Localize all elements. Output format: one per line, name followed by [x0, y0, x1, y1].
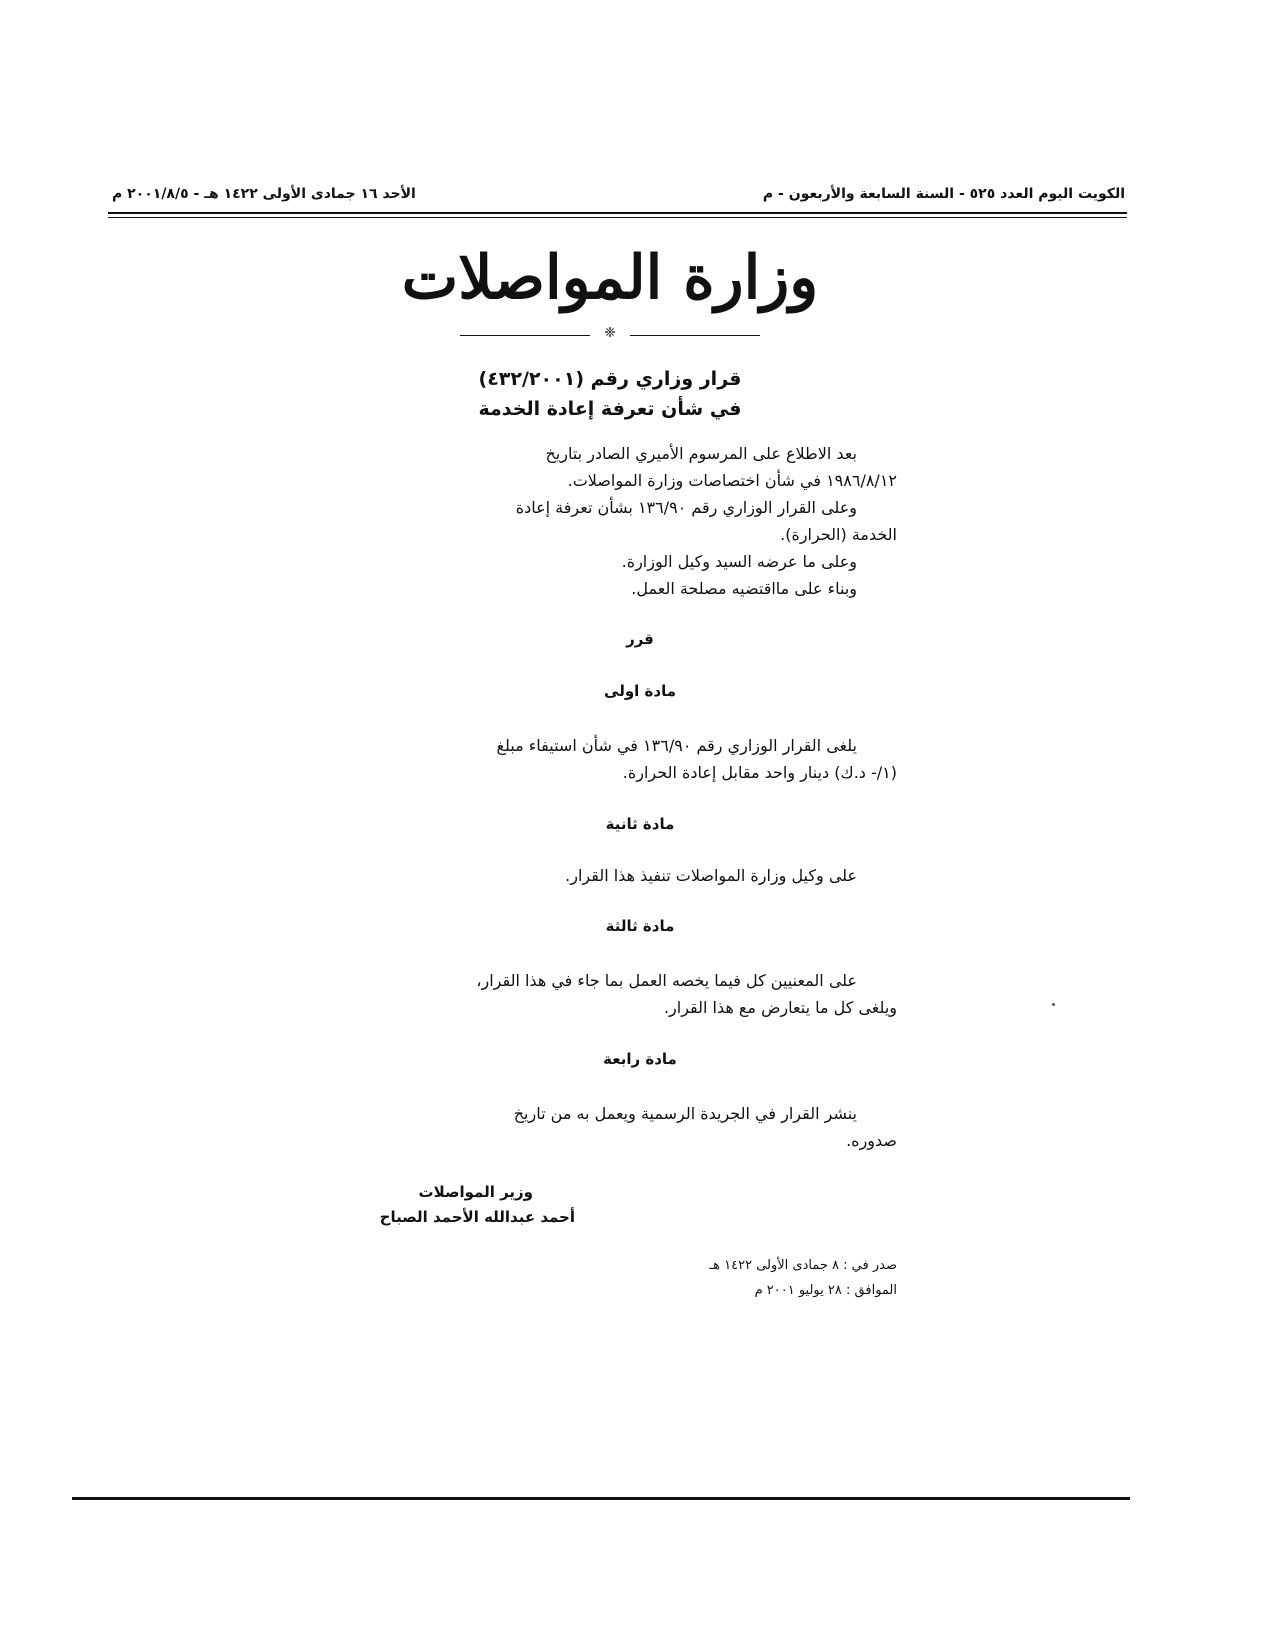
article-line: على المعنيين كل فيما يخصه العمل بما جاء في هذا القرار، [476, 971, 857, 990]
preamble-line: بعد الاطلاع على المرسوم الأميري الصادر بتاريخ [545, 444, 857, 463]
decree-number: قرار وزاري رقم (٤٣٢/٢٠٠١) [478, 368, 742, 390]
article-3-heading: مادة ثالثة [605, 917, 675, 935]
signatory-title: وزير المواصلات [418, 1183, 533, 1201]
article-2-text [407, 862, 897, 889]
ornament-divider [460, 325, 760, 342]
header-rule-top [108, 212, 1127, 214]
footer-rule [72, 1497, 1130, 1500]
article-line: (١/- د.ك) دينار واحد مقابل إعادة الحرارة. [622, 763, 897, 782]
issued-date-gregorian: الموافق : ٢٨ يوليو ٢٠٠١ م [754, 1283, 897, 1298]
gazette-date: الأحد ١٦ جمادى الأولى ١٤٢٢ هـ - ٢٠٠١/٨/٥ م [112, 186, 416, 202]
article-2-heading: مادة ثانية [605, 815, 675, 833]
article-line: ينشر القرار في الجريدة الرسمية ويعمل به من تاريخ [513, 1104, 857, 1123]
header-rule-bottom [108, 217, 1127, 218]
scan-speck [1052, 1003, 1055, 1006]
article-1-text [407, 732, 897, 786]
article-line: صدوره. [846, 1131, 897, 1150]
article-line: ويلغى كل ما يتعارض مع هذا القرار. [663, 998, 897, 1017]
decided-heading: قرر [626, 630, 654, 648]
gazette-issue-info: الكويت اليوم العدد ٥٢٥ - السنة السابعة والأربعون - م [762, 186, 1125, 202]
preamble-line: وبناء على مااقتضيه مصلحة العمل. [631, 579, 857, 598]
ornament-line-right [630, 335, 760, 336]
preamble-line: وعلى القرار الوزاري رقم ١٣٦/٩٠ بشأن تعرفة إعادة [515, 498, 857, 517]
preamble-line: ١٩٨٦/٨/١٢ في شأن اختصاصات وزارة المواصلات. [567, 471, 897, 490]
preamble-line: وعلى ما عرضه السيد وكيل الوزارة. [621, 552, 857, 571]
preamble [407, 440, 897, 602]
article-1-heading: مادة اولى [604, 682, 676, 700]
ministry-banner: وزارة المواصلات [401, 243, 819, 313]
article-3-text [407, 967, 897, 1021]
article-4-heading: مادة رابعة [603, 1050, 677, 1068]
signatory-name: أحمد عبدالله الأحمد الصباح [379, 1208, 575, 1226]
article-line: يلغى القرار الوزاري رقم ١٣٦/٩٠ في شأن استيفاء مبلغ [496, 736, 857, 755]
issued-date-hijri: صدر في : ٨ جمادى الأولى ١٤٢٢ هـ [709, 1258, 897, 1273]
ornament-line-left [460, 335, 590, 336]
preamble-line: الخدمة (الحرارة). [780, 525, 897, 544]
article-4-text [407, 1100, 897, 1154]
ornament-star-icon: ❈ [604, 325, 616, 341]
article-line: على وكيل وزارة المواصلات تنفيذ هذا القرار. [565, 866, 857, 885]
decree-subject: في شأن تعرفة إعادة الخدمة [478, 398, 742, 420]
